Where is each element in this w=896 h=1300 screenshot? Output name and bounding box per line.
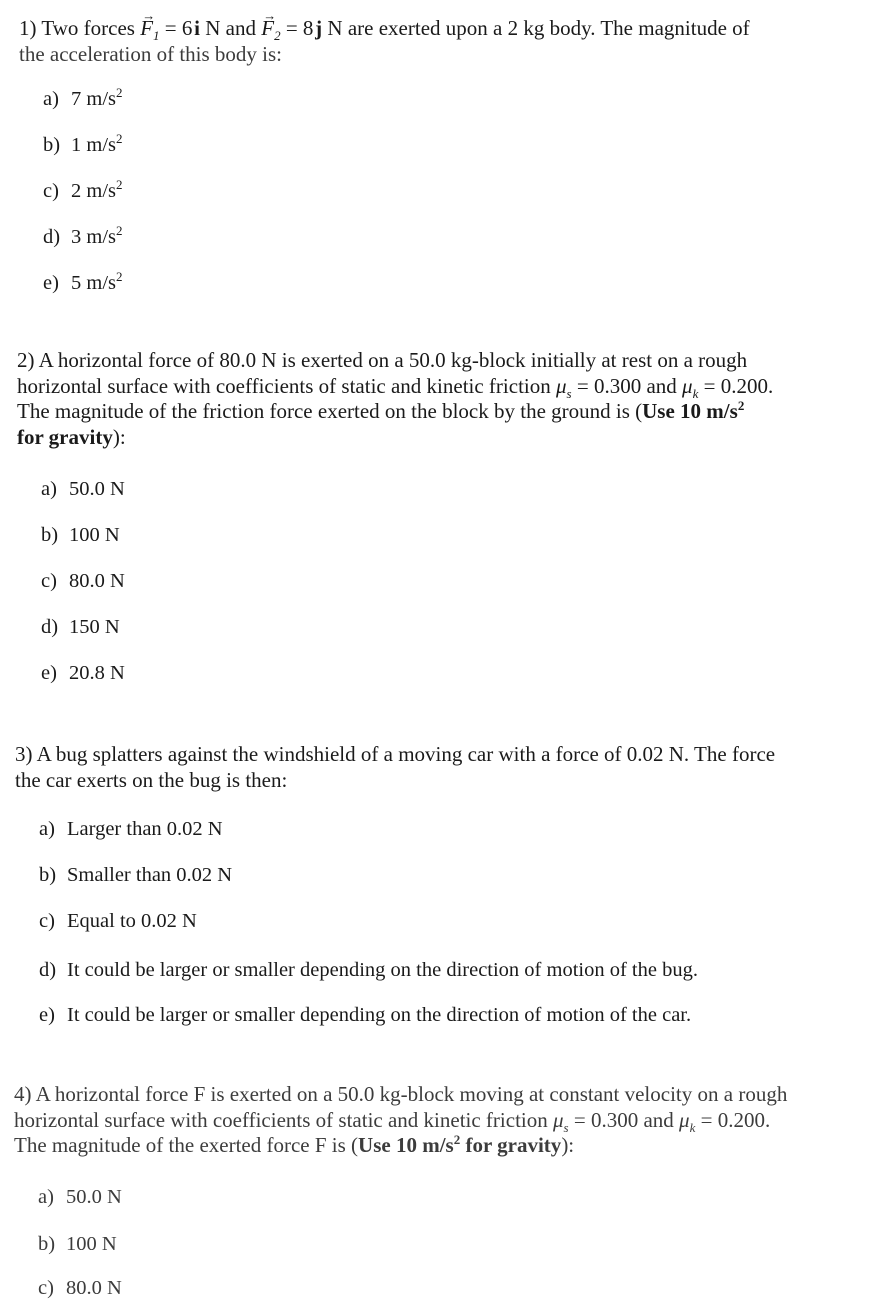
question-3-option-b[interactable]: b) Smaller than 0.02 N [39, 864, 233, 886]
question-1-option-a[interactable]: a) 7 $m/s^2$ [43, 85, 123, 110]
question-1-line-1: 1) Two forces → $F_1 = 6$ i N and → $F_2 = 8$ j N are exerted upon a 2 kg body. The magnitude of [19, 16, 750, 42]
question-2-line-3: The magnitude of the friction force exerted on the block by the ground is (Use 10 $m/s^2$ [17, 398, 745, 423]
question-3-option-c[interactable]: c) Equal to 0.02 N [39, 910, 197, 932]
question-1-option-d[interactable]: d) 3 $m/s^2$ [43, 223, 123, 248]
question-4-option-b[interactable]: b) 100 N [38, 1233, 117, 1255]
question-3-line-1: 3) A bug splatters against the windshield of a moving car with a force of 0.02 N. The force [15, 742, 776, 766]
question-4-line-1: 4) A horizontal force F is exerted on a 50.0 kg-block moving at constant velocity on a rough [14, 1082, 788, 1106]
question-4-line-3: The magnitude of the exerted force F is (Use 10 $m/s^2$ for gravity): [14, 1132, 575, 1157]
question-2-line-1: 2) A horizontal force of 80.0 N is exerted on a 50.0 kg-block initially at rest on a rough [17, 348, 748, 372]
force-1-vector: → $F_1$ [140, 16, 159, 42]
question-3-stem [15, 742, 775, 793]
question-3-option-a[interactable]: a) Larger than 0.02 N [39, 818, 223, 840]
question-2-option-a[interactable]: a) 50.0 N [41, 478, 125, 500]
question-2-option-c[interactable]: c) 80.0 N [41, 570, 125, 592]
question-4-option-a[interactable]: a) 50.0 N [38, 1186, 122, 1208]
force-2-vector: → $F_2$ [261, 16, 280, 42]
question-4-stem [14, 1082, 787, 1159]
question-1-option-e[interactable]: e) 5 $m/s^2$ [43, 269, 123, 294]
question-2-option-b[interactable]: b) 100 N [41, 524, 120, 546]
question-4-line-2: horizontal surface with coefficients of static and kinetic friction $\mu_s = 0.300$ and $\mu_k = 0.200$. [14, 1107, 771, 1135]
question-2-option-e[interactable]: e) 20.8 N [41, 662, 125, 684]
question-2-line-2: horizontal surface with coefficients of static and kinetic friction $\mu_s = 0.300$ and $\mu_k = 0.200$. [17, 373, 774, 401]
question-3-option-e[interactable]: e) It could be larger or smaller depending on the direction of motion of the car. [39, 1004, 692, 1026]
question-1-option-c[interactable]: c) 2 $m/s^2$ [43, 177, 123, 202]
question-1-stem [19, 16, 750, 67]
question-3-option-d[interactable]: d) It could be larger or smaller depending on the direction of motion of the bug. [39, 959, 698, 981]
question-1-line-2: the acceleration of this body is: [19, 41, 283, 66]
question-2-option-d[interactable]: d) 150 N [41, 616, 120, 638]
question-2-line-4: for gravity): [17, 424, 126, 449]
question-1-option-b[interactable]: b) 1 $m/s^2$ [43, 131, 123, 156]
question-4-option-c[interactable]: c) 80.0 N [38, 1277, 122, 1299]
question-2-stem [17, 348, 773, 450]
question-3-line-2: the car exerts on the bug is then: [15, 767, 288, 792]
